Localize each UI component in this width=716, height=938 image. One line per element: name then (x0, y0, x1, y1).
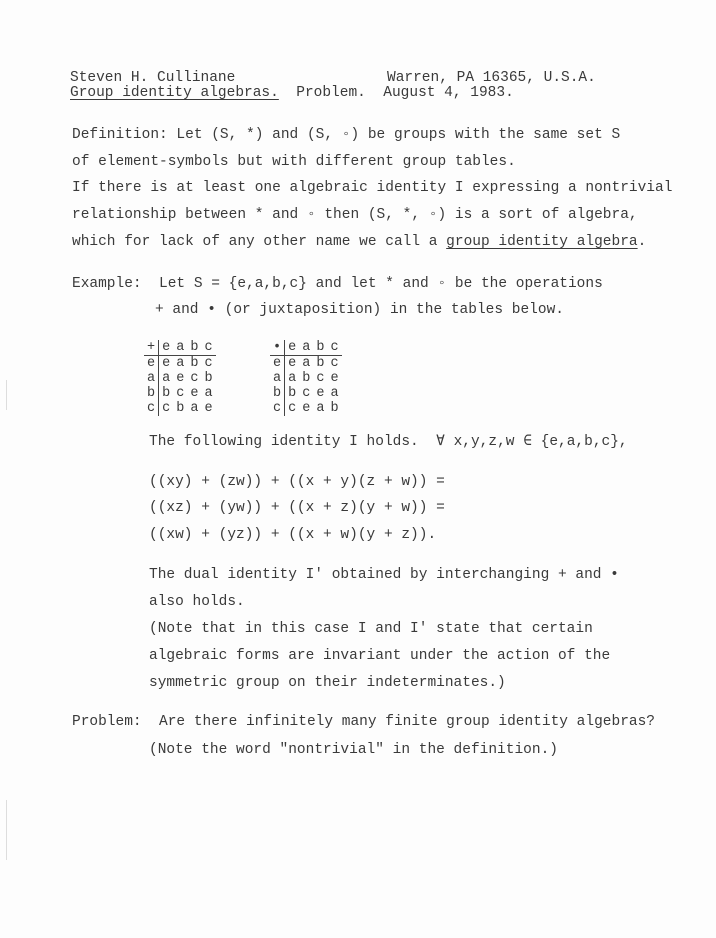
table-cell: a (299, 340, 313, 356)
table-cell: b (270, 386, 285, 401)
table-row (270, 356, 342, 372)
table-cell: e (270, 356, 285, 372)
period: . (637, 234, 647, 250)
table-cell: c (288, 401, 297, 416)
definition-line (72, 234, 646, 250)
author: Steven H. Cullinane (70, 70, 236, 86)
header-line-2 (70, 85, 514, 101)
definition-text: which for lack of any other name we call a (72, 234, 447, 250)
table-cell: b (187, 340, 201, 356)
table-cell: e (330, 371, 339, 386)
table-cell: c (144, 401, 159, 416)
definition-line: of element-symbols but with different group tables. (72, 154, 516, 170)
dual-line: algebraic forms are invariant under the action of the (149, 648, 611, 664)
equation: ((xz) + (yw)) + ((x + z)(y + w)) = (149, 500, 445, 516)
table-cell: c (201, 340, 215, 356)
table-cell: b (144, 386, 159, 401)
table-cell: a (176, 356, 185, 371)
dual-line: The dual identity I' obtained by interchanging + and • (149, 567, 619, 583)
doc-title: Group identity algebras. (70, 85, 279, 101)
problem-line: Problem: Are there infinitely many finite group identity algebras? (72, 714, 655, 730)
table-cell: a (330, 386, 339, 401)
table-cell: e (288, 356, 297, 371)
table-cell: • (270, 340, 285, 356)
dot-table (270, 340, 342, 416)
address: Warren, PA 16365, U.S.A. (387, 70, 596, 86)
table-cell: a (190, 401, 199, 416)
dual-line: (Note that in this case I and I' state that certain (149, 621, 593, 637)
table-cell: e (285, 340, 300, 356)
table-cell: a (302, 356, 311, 371)
table-cell: e (316, 386, 325, 401)
table-cell: + (144, 340, 159, 356)
table-cell: a (162, 371, 171, 386)
equation: ((xy) + (zw)) + ((x + y)(z + w)) = (149, 474, 445, 490)
table-cell: b (288, 386, 297, 401)
definition-line: Definition: Let (S, *) and (S, ◦) be groups with the same set S (72, 127, 621, 143)
table-row (144, 356, 216, 372)
table-cell: c (316, 371, 325, 386)
table-cell: a (288, 371, 297, 386)
scan-mark (6, 380, 7, 410)
table-cell: e (302, 401, 311, 416)
table-cell: e (144, 356, 159, 372)
table-row (270, 401, 342, 416)
table-row (144, 371, 216, 386)
example-line: + and • (or juxtaposition) in the tables below. (155, 302, 564, 318)
example-line: Example: Let S = {e,a,b,c} and let * and ◦ be the operations (72, 276, 603, 292)
definition-line: If there is at least one algebraic identity I expressing a nontrivial (72, 180, 673, 196)
problem-line: (Note the word "nontrivial" in the definition.) (149, 742, 558, 758)
table-row (270, 371, 342, 386)
table-cell: c (190, 371, 199, 386)
table-cell: b (302, 371, 311, 386)
table-cell: b (190, 356, 199, 371)
table-cell: b (162, 386, 171, 401)
table-cell: c (162, 401, 171, 416)
table-cell: b (330, 401, 339, 416)
table-cell: e (176, 371, 185, 386)
dual-line: symmetric group on their indeterminates.) (149, 675, 506, 691)
table-cell: a (316, 401, 325, 416)
table-cell: e (204, 401, 213, 416)
table-cell: a (204, 386, 213, 401)
table-cell: b (176, 401, 185, 416)
table-cell: a (144, 371, 159, 386)
table-cell: a (270, 371, 285, 386)
table-cell: c (327, 340, 341, 356)
identity-intro: The following identity I holds. ∀ x,y,z,w ∈ {e,a,b,c}, (149, 434, 628, 450)
table-cell: c (270, 401, 285, 416)
table-cell: b (204, 371, 213, 386)
equation: ((xw) + (yz)) + ((x + w)(y + z)). (149, 527, 437, 543)
table-cell: c (330, 356, 339, 371)
table-row (144, 401, 216, 416)
table-cell: b (313, 340, 327, 356)
plus-table (144, 340, 216, 416)
table-cell: c (204, 356, 213, 371)
table-cell: c (176, 386, 185, 401)
table-row (144, 386, 216, 401)
table-row (270, 340, 342, 356)
table-row (144, 340, 216, 356)
definition-line: relationship between * and ◦ then (S, *, ◦) is a sort of algebra, (72, 207, 638, 223)
table-cell: c (302, 386, 311, 401)
doc-date: Problem. August 4, 1983. (296, 85, 514, 101)
dual-line: also holds. (149, 594, 245, 610)
definition-term: group identity algebra (446, 234, 638, 250)
table-cell: e (162, 356, 171, 371)
table-cell: e (190, 386, 199, 401)
scan-mark (6, 800, 7, 860)
table-cell: e (159, 340, 174, 356)
table-row (270, 386, 342, 401)
table-cell: a (173, 340, 187, 356)
table-cell: b (316, 356, 325, 371)
